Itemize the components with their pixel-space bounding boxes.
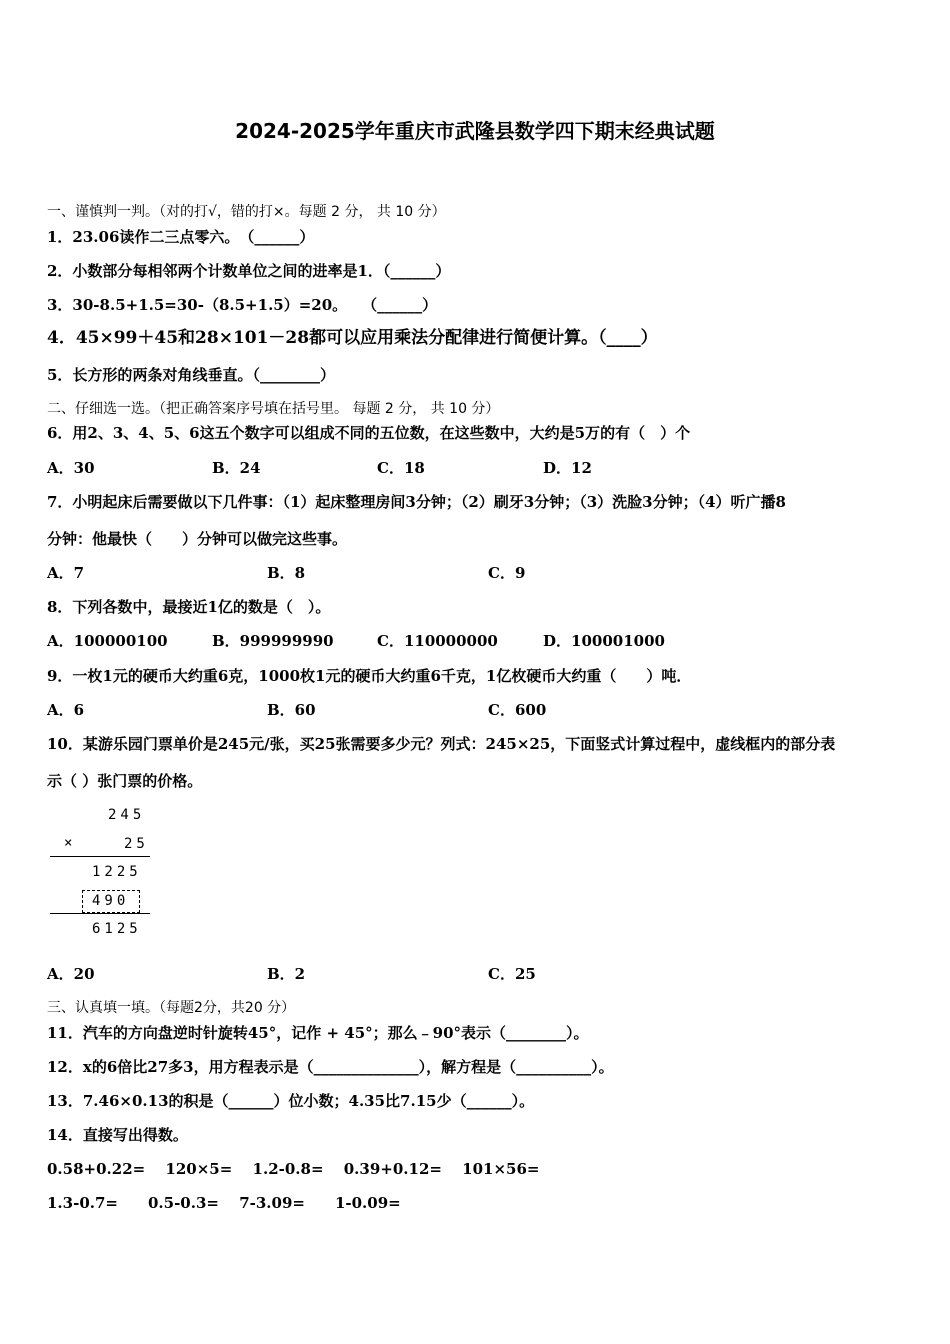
question-9: 9．一枚1元的硬币大约重6克，1000枚1元的硬币大约重6千克，1亿枚硬币大约重（ ）吨． [47, 667, 692, 685]
q9-option-c: C．600 [488, 701, 547, 719]
question-10-line-1: 10．某游乐园门票单价是245元/张，买25张需要多少元？列式：245×25，下面竖式计算过程中，虚线框内的部分表 [47, 735, 836, 753]
q9-option-b: B．60 [267, 701, 316, 719]
q9-option-a: A．6 [47, 701, 85, 719]
page-title: 2024-2025学年重庆市武隆县数学四下期末经典试题 [235, 119, 715, 143]
calc-partial-2: 490 [92, 893, 130, 909]
question-13: 13．7.46×0.13的积是（______）位小数；4.35比7.15少（______）。 [47, 1092, 535, 1110]
question-5: 5．长方形的两条对角线垂直。（________） [47, 366, 335, 384]
question-4: 4．45×99＋45和28×101－28都可以应用乘法分配律进行简便计算。（____） [47, 328, 658, 348]
calc-line-2 [50, 913, 150, 914]
calc-multiplicand: 245 [108, 807, 146, 823]
question-11: 11．汽车的方向盘逆时针旋转45°，记作 + 45°；那么﹣90°表示（________）。 [47, 1024, 589, 1042]
question-14-row-2: 1.3-0.7= 0.5-0.3= 7-3.09= 1-0.09= [47, 1194, 401, 1212]
q8-option-b: B．999999990 [212, 632, 334, 650]
question-2: 2．小数部分每相邻两个计数单位之间的进率是1．（______） [47, 262, 451, 280]
section-1-heading: 一、谨慎判一判。（对的打√，错的打×。每题 2 分， 共 10 分） [47, 204, 446, 220]
question-14-row-1: 0.58+0.22= 120×5= 1.2-0.8= 0.39+0.12= 101×56= [47, 1160, 540, 1178]
q10-option-b: B．2 [267, 965, 306, 983]
q6-option-c: C．18 [377, 459, 425, 477]
question-14: 14．直接写出得数。 [47, 1126, 188, 1144]
q8-option-d: D．100001000 [543, 632, 665, 650]
q10-option-c: C．25 [488, 965, 536, 983]
question-8: 8．下列各数中，最接近1亿的数是（ ）。 [47, 598, 331, 616]
calc-result: 6125 [92, 921, 142, 937]
q6-option-b: B．24 [212, 459, 261, 477]
q8-option-c: C．110000000 [377, 632, 498, 650]
calc-line-1 [50, 856, 150, 857]
question-7-line-1: 7．小明起床后需要做以下几件事：（1）起床整理房间3分钟；（2）刷牙3分钟；（3）洗脸3分钟；（4）听广播8 [47, 493, 786, 511]
calc-times-sign: × [64, 835, 77, 851]
calc-multiplier: 25 [124, 836, 149, 852]
q7-option-c: C．9 [488, 564, 526, 582]
question-10-line-2: 示（ ）张门票的价格。 [47, 772, 203, 790]
q8-option-a: A．100000100 [47, 632, 168, 650]
section-2-heading: 二、仔细选一选。（把正确答案序号填在括号里。 每题 2 分， 共 10 分） [47, 401, 500, 417]
section-3-heading: 三、认真填一填。（每题2分，共20 分） [47, 1000, 296, 1016]
calc-partial-1: 1225 [92, 864, 142, 880]
question-12: 12．x的6倍比27多3，用方程表示是（______________），解方程是（__________）。 [47, 1058, 614, 1076]
question-7-line-2: 分钟：他最快（ ）分钟可以做完这些事。 [47, 530, 348, 548]
question-6: 6．用2、3、4、5、6这五个数字可以组成不同的五位数，在这些数中，大约是5万的有（ ）个 [47, 424, 691, 442]
question-3: 3．30-8.5+1.5=30-（8.5+1.5）=20。 （______） [47, 296, 438, 314]
q6-option-a: A．30 [47, 459, 95, 477]
q10-option-a: A．20 [47, 965, 95, 983]
question-1: 1．23.06读作二三点零六。 （______） [47, 228, 315, 246]
q7-option-b: B．8 [267, 564, 306, 582]
q7-option-a: A．7 [47, 564, 85, 582]
q6-option-d: D．12 [543, 459, 592, 477]
